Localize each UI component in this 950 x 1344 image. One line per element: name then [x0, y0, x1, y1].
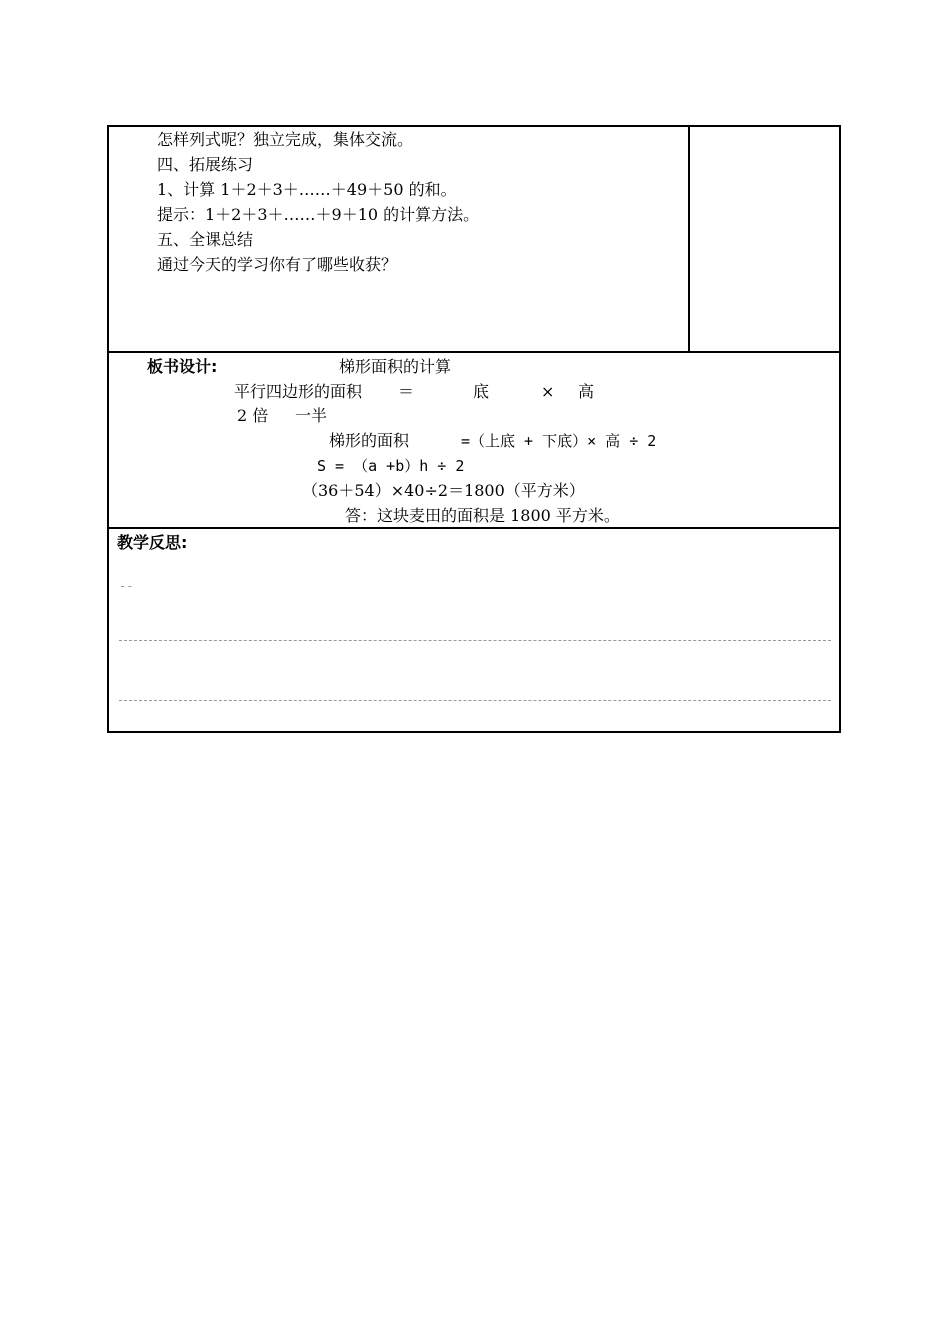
lesson-line: 1、计算 1＋2＋3＋……＋49＋50 的和。 — [157, 180, 457, 199]
half-text: 一半 — [295, 406, 328, 425]
reflection-label: 教学反思: — [117, 533, 188, 552]
answer: 答：这块麦田的面积是 1800 平方米。 — [345, 506, 620, 525]
board-label: 板书设计: — [147, 357, 218, 376]
calculation: （36＋54）×40÷2＝1800（平方米） — [302, 481, 585, 500]
double-text: 2 倍 — [237, 406, 269, 425]
height-text: 高 — [578, 382, 595, 401]
parallelogram-area-text: 平行四边形的面积 — [234, 382, 363, 401]
lesson-table — [107, 125, 841, 733]
symbolic-formula: S = （a +b）h ÷ 2 — [317, 457, 465, 475]
base-text: 底 — [473, 382, 490, 401]
writing-line — [119, 640, 831, 641]
lesson-line: 怎样列式呢？独立完成，集体交流。 — [157, 130, 414, 149]
equals-sign: ＝ — [398, 382, 415, 401]
reflection-mark: -- — [119, 579, 134, 593]
lesson-line: 五、全课总结 — [157, 230, 254, 249]
lesson-content-cell — [109, 127, 690, 351]
reflection-cell — [109, 529, 839, 731]
trapezoid-formula: =（上底 + 下底）× 高 ÷ 2 — [461, 432, 657, 450]
trapezoid-area-text: 梯形的面积 — [329, 431, 410, 450]
lesson-notes-cell — [690, 127, 839, 351]
lesson-line: 四、拓展练习 — [157, 155, 254, 174]
lesson-line: 通过今天的学习你有了哪些收获？ — [157, 255, 398, 274]
writing-line — [119, 700, 831, 701]
lesson-line: 提示：1＋2＋3＋……＋9＋10 的计算方法。 — [157, 205, 480, 224]
times-sign: × — [541, 382, 555, 401]
board-design-cell — [109, 353, 839, 529]
lesson-row — [109, 127, 839, 353]
board-title: 梯形面积的计算 — [339, 357, 452, 376]
